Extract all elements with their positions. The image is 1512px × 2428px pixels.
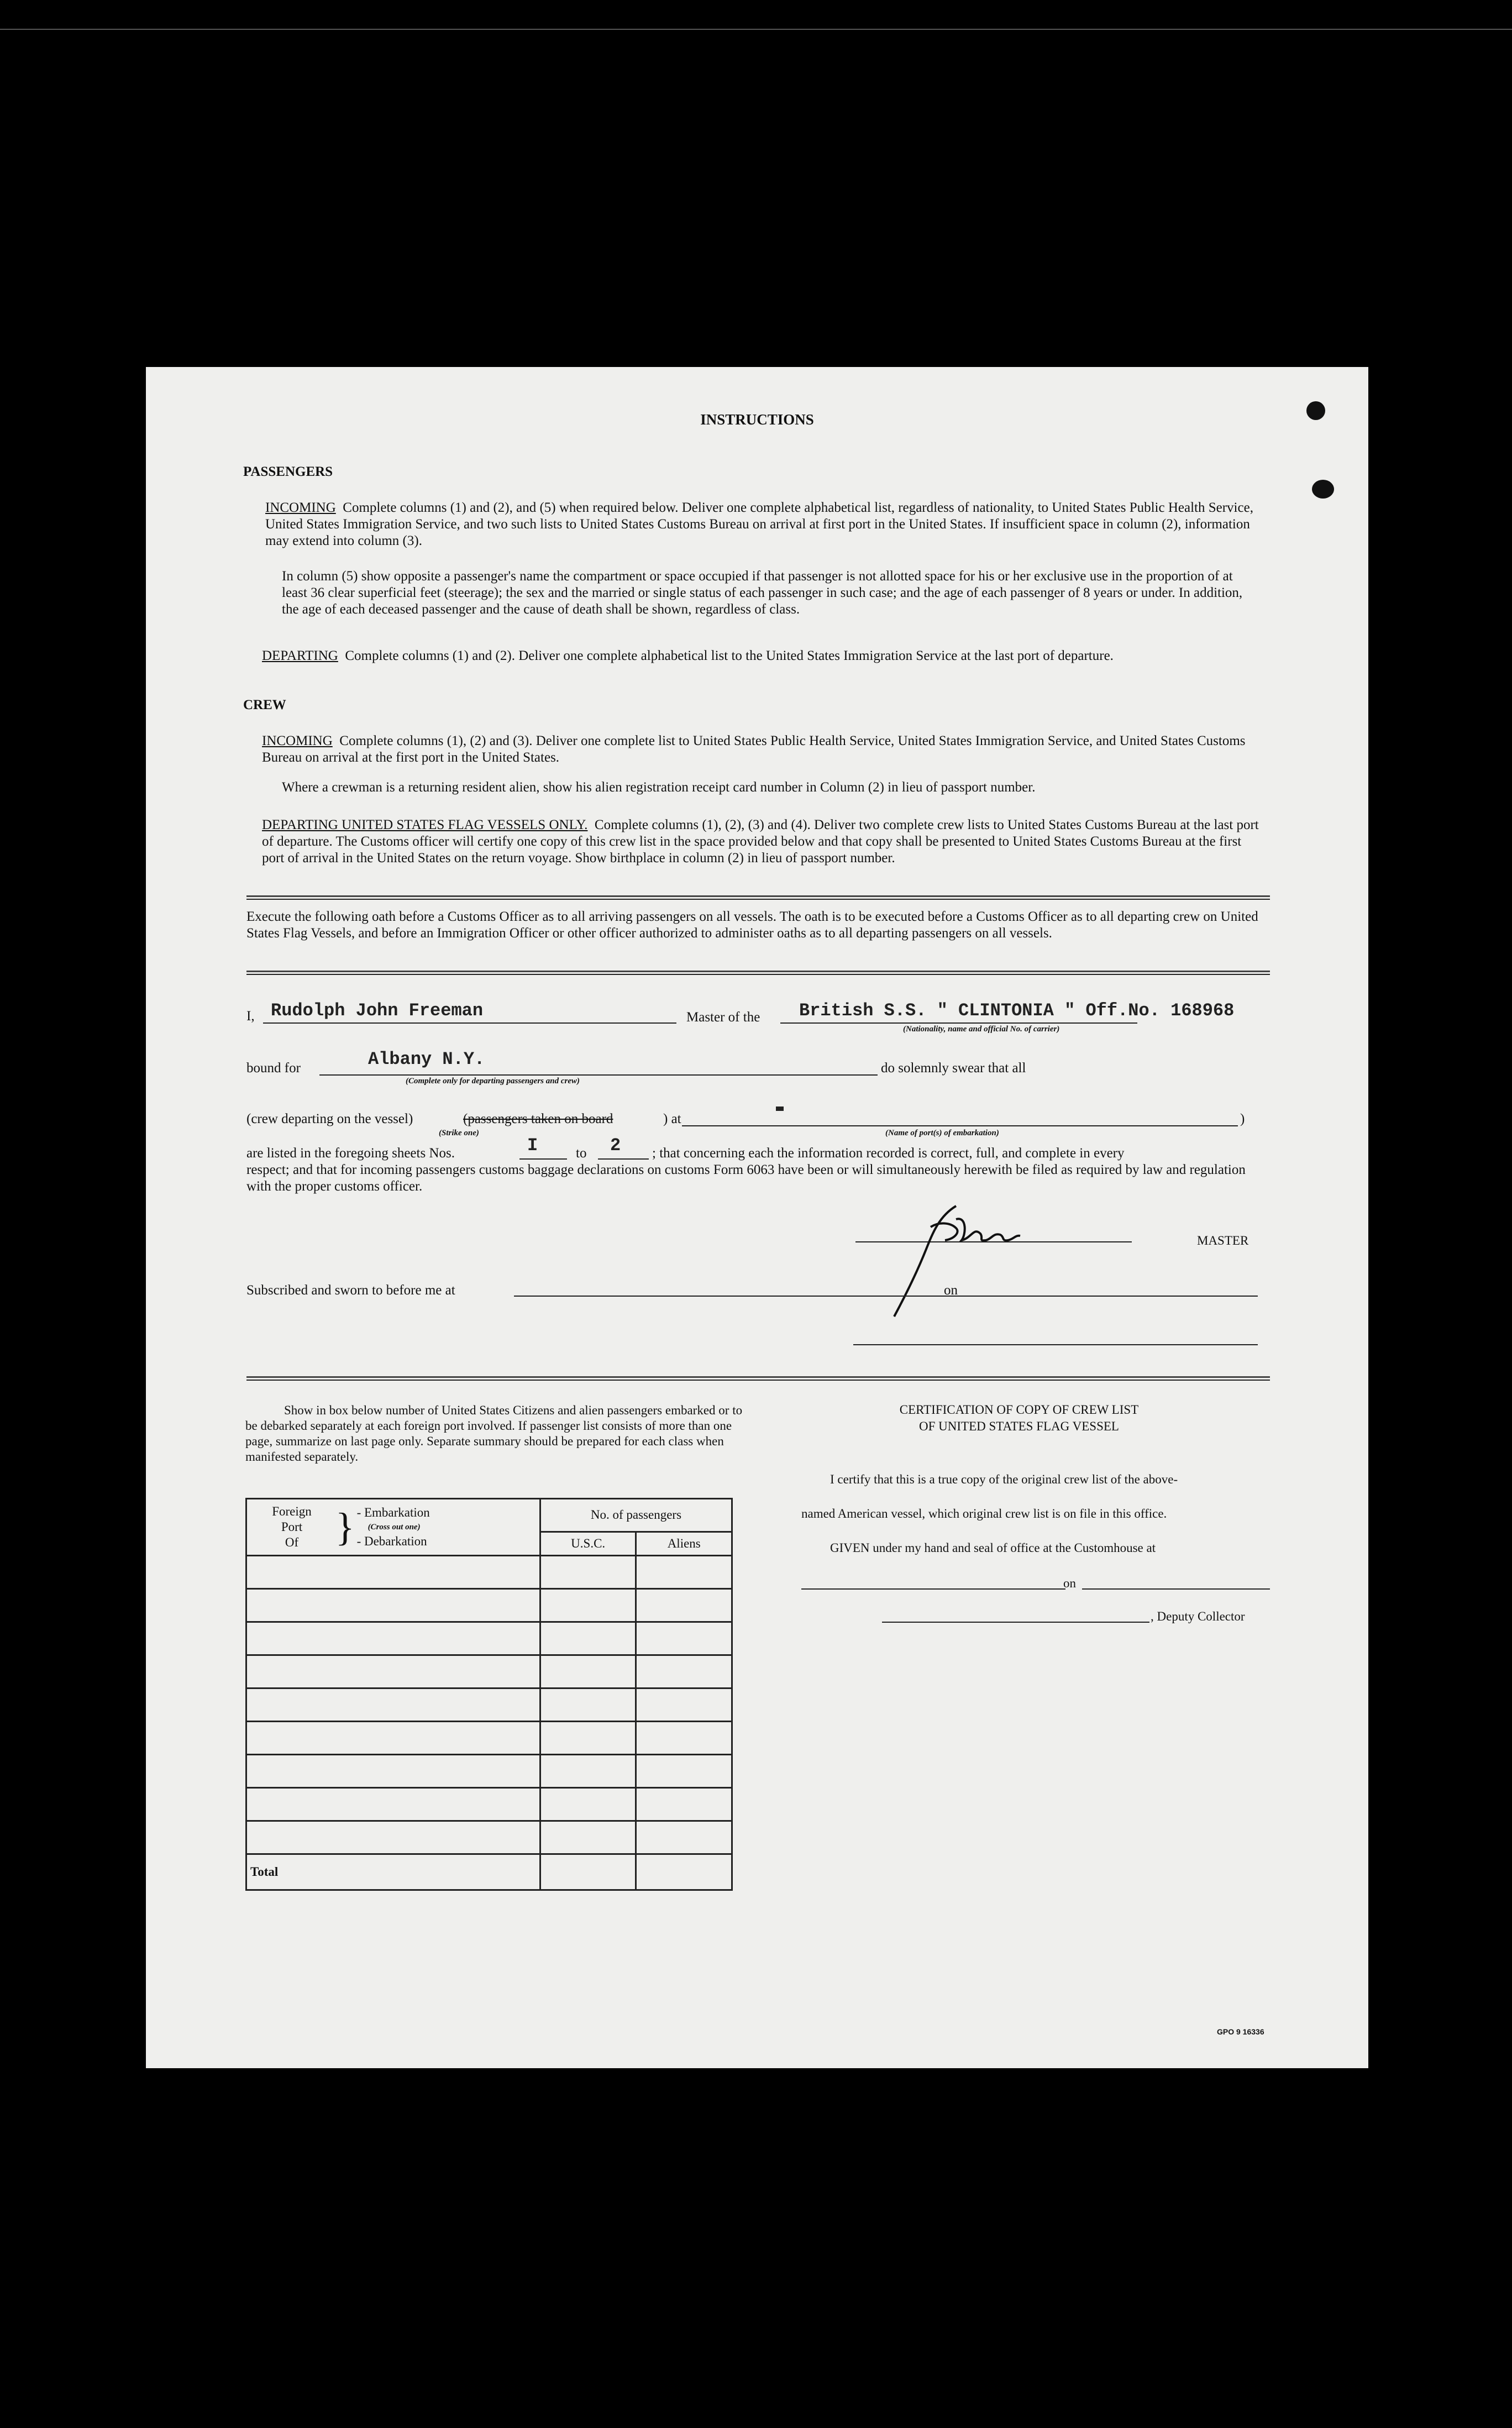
port-cell[interactable]	[246, 1788, 540, 1821]
divider	[246, 899, 1270, 900]
foreign-port-of	[250, 1504, 333, 1550]
table-row	[246, 1556, 732, 1589]
certify-text: I certify that this is a true copy of the original crew list of the above-	[830, 1472, 1178, 1486]
oath-i-label: I,	[246, 1009, 255, 1024]
passengers-departing-paragraph	[262, 648, 1261, 664]
usc-cell[interactable]	[540, 1755, 636, 1788]
table-row	[246, 1589, 732, 1622]
crew-departing-text: Complete columns (1), (2), (3) and (4). Deliver two complete crew lists to United States Customs Bureau at the last port of departure. The Customs officer will certify one copy of this crew list in the space provided below and that copy shall be presented to United States Customs Bureau at the first port of arrival in the United States on the return voyage. Show birthplace in column (2) in lieu of passport number.	[262, 817, 1259, 866]
table-row	[246, 1788, 732, 1821]
usc-cell[interactable]	[540, 1821, 636, 1854]
incoming-text: Complete columns (1) and (2), and (5) when required below. Deliver one complete alphabetical list, regardless of nationality, to United States Public Health Service, United States Immigration Service, and two such lists to United States Customs Bureau on arrival at first port in the United States. If insufficient space in column (2), information may extend into column (3).	[265, 500, 1253, 548]
aliens-cell[interactable]	[636, 1688, 732, 1722]
departing-label: DEPARTING	[262, 648, 338, 663]
column5-paragraph: In column (5) show opposite a passenger's name the compartment or space occupied if that passenger is not allotted space for his or her exclusive use in the proportion of at least 36 clear superficial feet (steerage); the sex and the married or single status of each passenger in such case; and the age of each passenger of 8 years or under. In addition, the age of each deceased passenger and the cause of death shall be shown, regardless of class.	[282, 569, 1243, 617]
aliens-cell[interactable]	[636, 1589, 732, 1622]
table-row	[246, 1688, 732, 1722]
brace-icon: }	[335, 1505, 355, 1549]
incoming-label: INCOMING	[265, 500, 336, 515]
vessel-caption: (Nationality, name and official No. of carrier)	[903, 1025, 1060, 1034]
vessel-field[interactable]: British S.S. " CLINTONIA " Off.No. 168968	[799, 1000, 1235, 1021]
bound-for-line	[319, 1074, 878, 1076]
usc-cell[interactable]	[540, 1589, 636, 1622]
certification-title	[798, 1402, 1240, 1435]
crew-heading: CREW	[243, 698, 286, 712]
sheet-from-line	[519, 1158, 567, 1160]
gpo-code: GPO 9 16336	[1217, 2027, 1264, 2036]
port-cell[interactable]	[246, 1655, 540, 1688]
crew-incoming-text: Complete columns (1), (2) and (3). Deliver one complete list to United States Public Health Service, United States Immigration Service, and United States Customs Bureau on arrival at the first port in the United States.	[262, 733, 1246, 765]
master-name-line	[263, 1022, 676, 1024]
ports-caption: (Name of port(s) of embarkation)	[885, 1129, 999, 1137]
aliens-total-cell[interactable]	[636, 1854, 732, 1890]
officer-signature-line	[853, 1344, 1258, 1345]
document-page	[146, 367, 1368, 2068]
aliens-cell[interactable]	[636, 1556, 732, 1589]
no-passengers-header: No. of passengers	[540, 1499, 732, 1532]
ink-mark	[776, 1107, 784, 1111]
aliens-header: Aliens	[636, 1532, 732, 1555]
aliens-cell[interactable]	[636, 1622, 732, 1655]
debarkation-label: - Debarkation	[356, 1534, 427, 1548]
sheet-from-field[interactable]: I	[527, 1135, 538, 1156]
usc-cell[interactable]	[540, 1622, 636, 1655]
port-label: Port	[281, 1520, 303, 1534]
sheet-to-field[interactable]: 2	[610, 1135, 621, 1156]
aliens-cell[interactable]	[636, 1722, 732, 1755]
departing-text: Complete columns (1) and (2). Deliver one complete alphabetical list to the United States Immigration Service at the last port of departure.	[345, 648, 1114, 663]
divider	[246, 971, 1270, 972]
subscribed-date-line	[964, 1296, 1258, 1297]
aliens-cell[interactable]	[636, 1788, 732, 1821]
subscribed-label: Subscribed and sworn to before me at	[246, 1283, 455, 1298]
table-row	[246, 1655, 732, 1688]
master-label: MASTER	[1197, 1234, 1249, 1247]
passengers-heading: PASSENGERS	[243, 464, 333, 479]
vessel-line	[780, 1022, 1137, 1024]
divider	[246, 1380, 1270, 1381]
master-name-field[interactable]: Rudolph John Freeman	[271, 1000, 484, 1021]
ports-line	[682, 1125, 1238, 1126]
usc-header: U.S.C.	[540, 1532, 636, 1555]
port-cell[interactable]	[246, 1556, 540, 1589]
deputy-line	[882, 1622, 1149, 1623]
subscribed-on-label: on	[944, 1283, 958, 1298]
table-row	[246, 1821, 732, 1854]
given-text: GIVEN under my hand and seal of office at the Customhouse at	[830, 1541, 1156, 1555]
usc-cell[interactable]	[540, 1788, 636, 1821]
cross-out-note: (Cross out one)	[368, 1523, 421, 1532]
cert-date-line	[1082, 1588, 1270, 1590]
aliens-cell[interactable]	[636, 1821, 732, 1854]
embarkation-label: - Embarkation	[356, 1506, 430, 1519]
to-label: to	[576, 1146, 587, 1161]
port-cell[interactable]	[246, 1722, 540, 1755]
certification-title-line2: OF UNITED STATES FLAG VESSEL	[919, 1419, 1119, 1433]
foreign-label: Foreign	[272, 1504, 312, 1518]
sheets-suffix: ; that concerning each the information recorded is correct, full, and complete in every	[652, 1146, 1125, 1161]
port-cell[interactable]	[246, 1755, 540, 1788]
port-cell[interactable]	[246, 1589, 540, 1622]
aliens-cell[interactable]	[636, 1655, 732, 1688]
port-header-cell	[246, 1499, 540, 1556]
usc-cell[interactable]	[540, 1722, 636, 1755]
usc-cell[interactable]	[540, 1655, 636, 1688]
crew-resident-paragraph: Where a crewman is a returning resident alien, show his alien registration receipt card number in Column (2) in lieu of passport number.	[282, 780, 1036, 795]
port-cell[interactable]	[246, 1622, 540, 1655]
close-paren: )	[1240, 1111, 1245, 1126]
punch-hole	[1312, 480, 1334, 499]
usc-total-cell[interactable]	[540, 1854, 636, 1890]
table-row	[246, 1722, 732, 1755]
table-row	[246, 1622, 732, 1655]
sheet-to-line	[598, 1158, 649, 1160]
aliens-cell[interactable]	[636, 1755, 732, 1788]
certification-title-line1: CERTIFICATION OF COPY OF CREW LIST	[899, 1403, 1139, 1417]
swear-text: do solemnly swear that all	[881, 1061, 1026, 1076]
punch-hole	[1306, 401, 1325, 420]
divider	[246, 1376, 1270, 1378]
customhouse-line	[801, 1588, 1065, 1590]
sheets-prefix: are listed in the foregoing sheets Nos.	[246, 1146, 455, 1161]
bound-for-label: bound for	[246, 1061, 301, 1076]
port-cell[interactable]	[246, 1688, 540, 1722]
scan-top-line	[0, 29, 1512, 30]
port-cell[interactable]	[246, 1821, 540, 1854]
divider	[246, 974, 1270, 975]
crew-incoming-paragraph	[262, 733, 1261, 766]
named-text: named American vessel, which original crew list is on file in this office.	[801, 1507, 1167, 1520]
respect-text: respect; and that for incoming passengers customs baggage declarations on customs Form 6063 have been or will simultaneously herewith be filed as required by law and regulation with the proper customs officer.	[246, 1162, 1246, 1194]
struck-passengers-text: (passengers taken on board	[463, 1111, 613, 1126]
cert-on-label: on	[1063, 1576, 1076, 1590]
master-of-label: Master of the	[686, 1010, 760, 1025]
table-row	[246, 1755, 732, 1788]
bound-caption: (Complete only for departing passengers and crew)	[406, 1077, 580, 1085]
passengers-incoming-paragraph	[265, 500, 1260, 549]
divider	[246, 895, 1270, 897]
crew-incoming-label: INCOMING	[262, 733, 333, 748]
crew-departing-text: (crew departing on the vessel)	[246, 1111, 413, 1126]
crew-departing-paragraph	[262, 817, 1261, 867]
total-label: Total	[246, 1854, 540, 1890]
oath-intro: Execute the following oath before a Customs Officer as to all arriving passengers on all vessels. The oath is to be executed before a Customs Officer as to all departing crew on United States Flag Vessels, and before an Immigration Officer or other officer authorized to administer oaths as to all departing passengers on all vessels.	[246, 909, 1258, 941]
passenger-summary-table	[245, 1498, 733, 1891]
summary-instructions: Show in box below number of United States Citizens and alien passengers embarked or to be debarked separately at each foreign port involved. If passenger list consists of more than one page, summarize on last page only. Separate summary should be prepared for each class when manifested separately.	[245, 1403, 743, 1464]
of-label: Of	[285, 1535, 299, 1549]
bound-for-field[interactable]: Albany N.Y.	[368, 1049, 485, 1069]
at-text: ) at	[663, 1111, 681, 1126]
master-signature	[873, 1194, 1022, 1322]
usc-cell[interactable]	[540, 1556, 636, 1589]
strike-caption: (Strike one)	[439, 1129, 479, 1137]
deputy-label: , Deputy Collector	[1151, 1609, 1245, 1623]
total-row	[246, 1854, 732, 1890]
table-header-row	[246, 1499, 732, 1532]
crew-departing-label: DEPARTING UNITED STATES FLAG VESSELS ONLY.	[262, 817, 588, 832]
usc-cell[interactable]	[540, 1688, 636, 1722]
instructions-title: INSTRUCTIONS	[700, 411, 814, 428]
